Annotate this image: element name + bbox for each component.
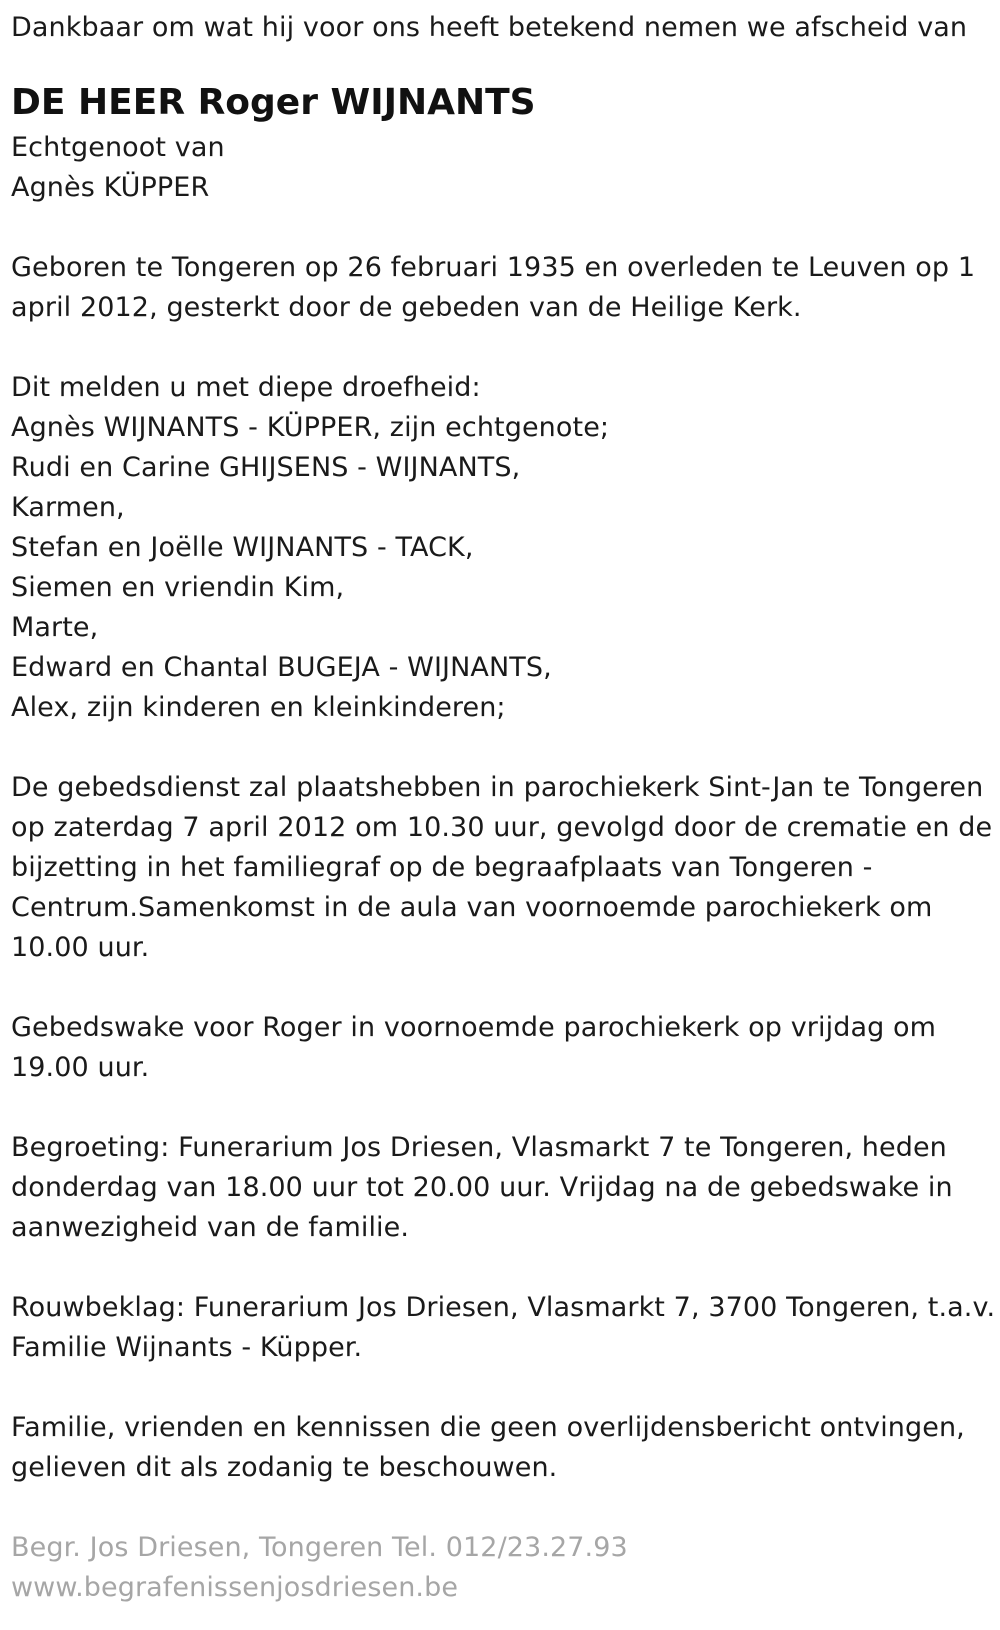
text-line: Familie, vrienden en kennissen die geen overlijdensbericht ontvingen,	[11, 1412, 965, 1443]
spouse-label: Echtgenoot van	[11, 132, 225, 163]
text-line: Gebedswake voor Roger in voornoemde parochiekerk op vrijdag om	[11, 1012, 937, 1043]
spacer	[11, 1248, 986, 1288]
spacer	[11, 968, 986, 1008]
text-line: donderdag van 18.00 uur tot 20.00 uur. Vrijdag na de gebedswake in	[11, 1172, 953, 1203]
spacer	[11, 1368, 986, 1408]
deceased-name: DE HEER Roger WIJNANTS	[11, 82, 536, 123]
condolence-paragraph	[11, 1288, 996, 1368]
family-member: Rudi en Carine GHIJSENS - WIJNANTS,	[11, 452, 521, 483]
text-line: De gebedsdienst zal plaatshebben in parochiekerk Sint-Jan te Tongeren	[11, 772, 984, 803]
text-line: 10.00 uur.	[11, 932, 150, 963]
family-member: Alex, zijn kinderen en kleinkinderen;	[11, 692, 506, 723]
text-line: Centrum.Samenkomst in de aula van voornoemde parochiekerk om	[11, 892, 933, 923]
undertaker-info: Begr. Jos Driesen, Tongeren Tel. 012/23.27.93	[11, 1532, 628, 1563]
spacer	[11, 1088, 986, 1128]
family-member: Marte,	[11, 612, 99, 643]
greeting-paragraph	[11, 1128, 986, 1248]
service-paragraph	[11, 768, 993, 968]
family-intro: Dit melden u met diepe droefheid:	[11, 372, 481, 403]
text-line: op zaterdag 7 april 2012 om 10.30 uur, gevolgd door de crematie en de	[11, 812, 993, 843]
text-line: aanwezigheid van de familie.	[11, 1212, 410, 1243]
text-line: Geboren te Tongeren op 26 februari 1935 en overleden te Leuven op 1	[11, 252, 976, 283]
text-line: Rouwbeklag: Funerarium Jos Driesen, Vlasmarkt 7, 3700 Tongeren, t.a.v.	[11, 1292, 996, 1323]
text-line: bijzetting in het familiegraf op de begraafplaats van Tongeren -	[11, 852, 873, 883]
family-member: Siemen en vriendin Kim,	[11, 572, 345, 603]
spacer	[11, 1488, 986, 1528]
text-line: april 2012, gesterkt door de gebeden van de Heilige Kerk.	[11, 292, 802, 323]
website-link[interactable]: www.begrafenissenjosdriesen.be	[11, 1572, 459, 1603]
spacer	[11, 728, 986, 768]
family-member: Stefan en Joëlle WIJNANTS - TACK,	[11, 532, 474, 563]
spacer	[11, 328, 986, 368]
family-list	[11, 368, 986, 728]
text-line: 19.00 uur.	[11, 1052, 150, 1083]
spacer	[11, 208, 986, 248]
vigil-paragraph	[11, 1008, 986, 1088]
birth-death-paragraph	[11, 248, 986, 328]
obituary	[11, 8, 996, 1608]
text-line: Begroeting: Funerarium Jos Driesen, Vlasmarkt 7 te Tongeren, heden	[11, 1132, 947, 1163]
family-member: Karmen,	[11, 492, 125, 523]
notice-paragraph	[11, 1408, 986, 1488]
footer	[11, 1528, 986, 1608]
family-member: Edward en Chantal BUGEJA - WIJNANTS,	[11, 652, 552, 683]
family-member: Agnès WIJNANTS - KÜPPER, zijn echtgenote;	[11, 412, 610, 443]
spouse-name: Agnès KÜPPER	[11, 172, 210, 203]
text-line: gelieven dit als zodanig te beschouwen.	[11, 1452, 558, 1483]
text-line: Familie Wijnants - Küpper.	[11, 1332, 363, 1363]
intro-text: Dankbaar om wat hij voor ons heeft betekend nemen we afscheid van	[11, 12, 968, 43]
